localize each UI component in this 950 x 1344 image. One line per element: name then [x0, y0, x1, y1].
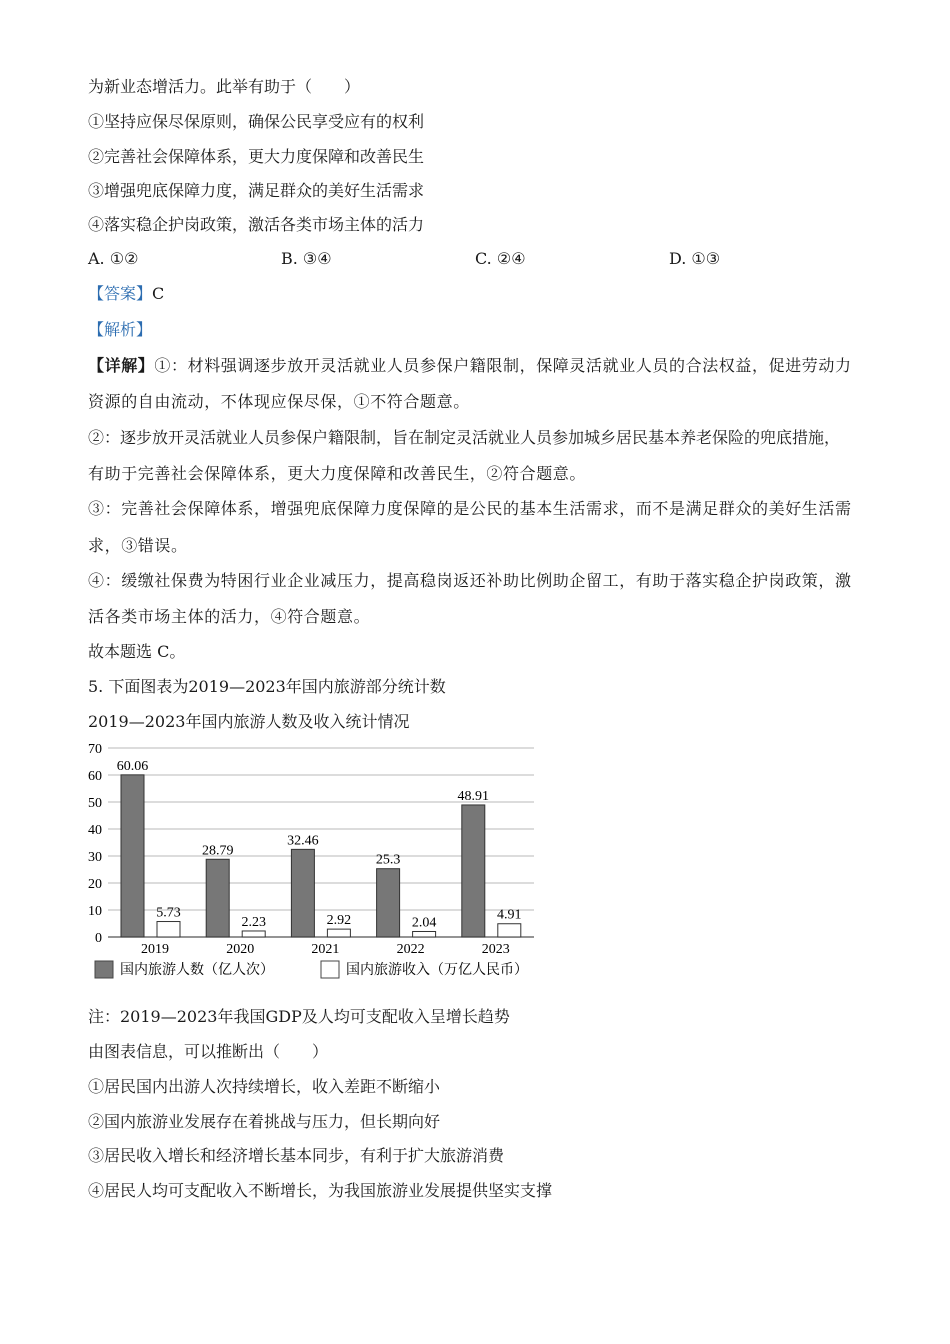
q4-item-3: ③增强兜底保障力度，满足群众的美好生活需求	[88, 181, 425, 200]
q5-question: 由图表信息，可以推断出（ ）	[88, 1042, 329, 1061]
q4-stem-tail: 为新业态增活力。此举有助于（ ）	[88, 77, 361, 96]
bar-revenue	[498, 924, 521, 937]
detail-line-6: 求，③错误。	[88, 536, 188, 555]
analysis-tag: 【解析】	[88, 320, 153, 339]
option-b: B. ③④	[281, 249, 332, 268]
bar-revenue	[242, 931, 265, 937]
x-tick-label: 2021	[311, 942, 340, 957]
data-label-revenue: 2.04	[411, 915, 437, 931]
y-tick-label: 0	[95, 931, 102, 946]
data-label-revenue: 5.73	[156, 905, 181, 921]
bar-revenue	[157, 922, 180, 937]
detail-line-4: 有助于完善社会保障体系，更大力度保障和改善民生，②符合题意。	[88, 464, 587, 483]
answer-tag: 【答案】	[88, 284, 153, 303]
data-label-revenue: 2.92	[326, 913, 352, 929]
q4-item-1: ①坚持应保尽保原则，确保公民享受应有的权利	[88, 112, 425, 131]
detail-line-7: ④：缓缴社保费为特困行业企业减压力，提高稳岗返还补助比例助企留工，有助于落实稳企护岗政策，激	[88, 571, 852, 590]
data-label-visitors: 60.06	[116, 758, 149, 774]
q5-note: 注：2019—2023年我国GDP及人均可支配收入呈增长趋势	[88, 1007, 510, 1026]
bar-revenue	[413, 931, 436, 937]
x-tick-label: 2020	[226, 942, 255, 957]
q4-item-4: ④落实稳企护岗政策，激活各类市场主体的活力	[88, 215, 425, 234]
option-c: C. ②④	[475, 249, 526, 268]
chart-title: 2019—2023年国内旅游人数及收入统计情况	[88, 712, 410, 731]
bar-visitors	[121, 775, 144, 937]
detail-line-3: ②：逐步放开灵活就业人员参保户籍限制，旨在制定灵活就业人员参加城乡居民基本养老保险的兜底措施，	[88, 428, 841, 447]
bar-visitors	[291, 849, 314, 937]
q5-item-4: ④居民人均可支配收入不断增长，为我国旅游业发展提供坚实支撑	[88, 1181, 553, 1200]
detail-text-1: ①：材料强调逐步放开灵活就业人员参保户籍限制，保障灵活就业人员的合法权益，促进劳动力	[154, 356, 852, 375]
data-label-visitors: 32.46	[287, 833, 319, 849]
y-tick-label: 30	[88, 850, 102, 865]
bar-visitors	[377, 869, 400, 937]
y-tick-label: 60	[88, 769, 102, 784]
y-tick-label: 70	[88, 742, 102, 757]
bar-visitors	[206, 859, 229, 937]
detail-tag: 【详解】	[88, 356, 155, 375]
detail-line-5: ③：完善社会保障体系，增强兜底保障力度保障的是公民的基本生活需求，而不是满足群众的美好生活需	[88, 499, 852, 518]
y-tick-label: 20	[88, 877, 102, 892]
detail-line-8: 活各类市场主体的活力，④符合题意。	[88, 607, 371, 626]
q5-stem: 5. 下面图表为2019—2023年国内旅游部分统计数	[88, 677, 446, 696]
q5-item-3: ③居民收入增长和经济增长基本同步，有利于扩大旅游消费	[88, 1146, 505, 1165]
legend-label-revenue: 国内旅游收入（万亿人民币）	[346, 963, 528, 978]
tourism-bar-chart	[78, 736, 548, 986]
legend-swatch-revenue	[321, 961, 339, 978]
legend-label-visitors: 国内旅游人数（亿人次）	[120, 963, 274, 978]
q4-item-2: ②完善社会保障体系，更大力度保障和改善民生	[88, 147, 425, 166]
detail-line-2: 资源的自由流动，不体现应保尽保，①不符合题意。	[88, 392, 470, 411]
option-a: A. ①②	[88, 249, 139, 268]
bar-visitors	[462, 805, 485, 937]
answer-line	[88, 283, 164, 305]
x-tick-label: 2022	[396, 942, 425, 957]
data-label-visitors: 28.79	[201, 843, 234, 859]
data-label-revenue: 4.91	[497, 907, 522, 923]
q5-item-2: ②国内旅游业发展存在着挑战与压力，但长期向好	[88, 1112, 441, 1131]
detail-line-1	[88, 355, 852, 377]
y-tick-label: 40	[88, 823, 102, 838]
detail-line-9: 故本题选 C。	[88, 642, 186, 661]
x-tick-label: 2019	[141, 942, 169, 957]
data-label-visitors: 48.91	[457, 788, 490, 804]
y-tick-label: 10	[88, 904, 102, 919]
y-tick-label: 50	[88, 796, 102, 811]
answer-value: C	[152, 284, 165, 303]
legend-swatch-visitors	[95, 961, 113, 978]
data-label-revenue: 2.23	[241, 914, 266, 930]
data-label-visitors: 25.3	[375, 852, 401, 868]
q5-item-1: ①居民国内出游人次持续增长，收入差距不断缩小	[88, 1077, 441, 1096]
bar-revenue	[327, 929, 350, 937]
x-tick-label: 2023	[481, 942, 510, 957]
option-d: D. ①③	[669, 249, 721, 268]
